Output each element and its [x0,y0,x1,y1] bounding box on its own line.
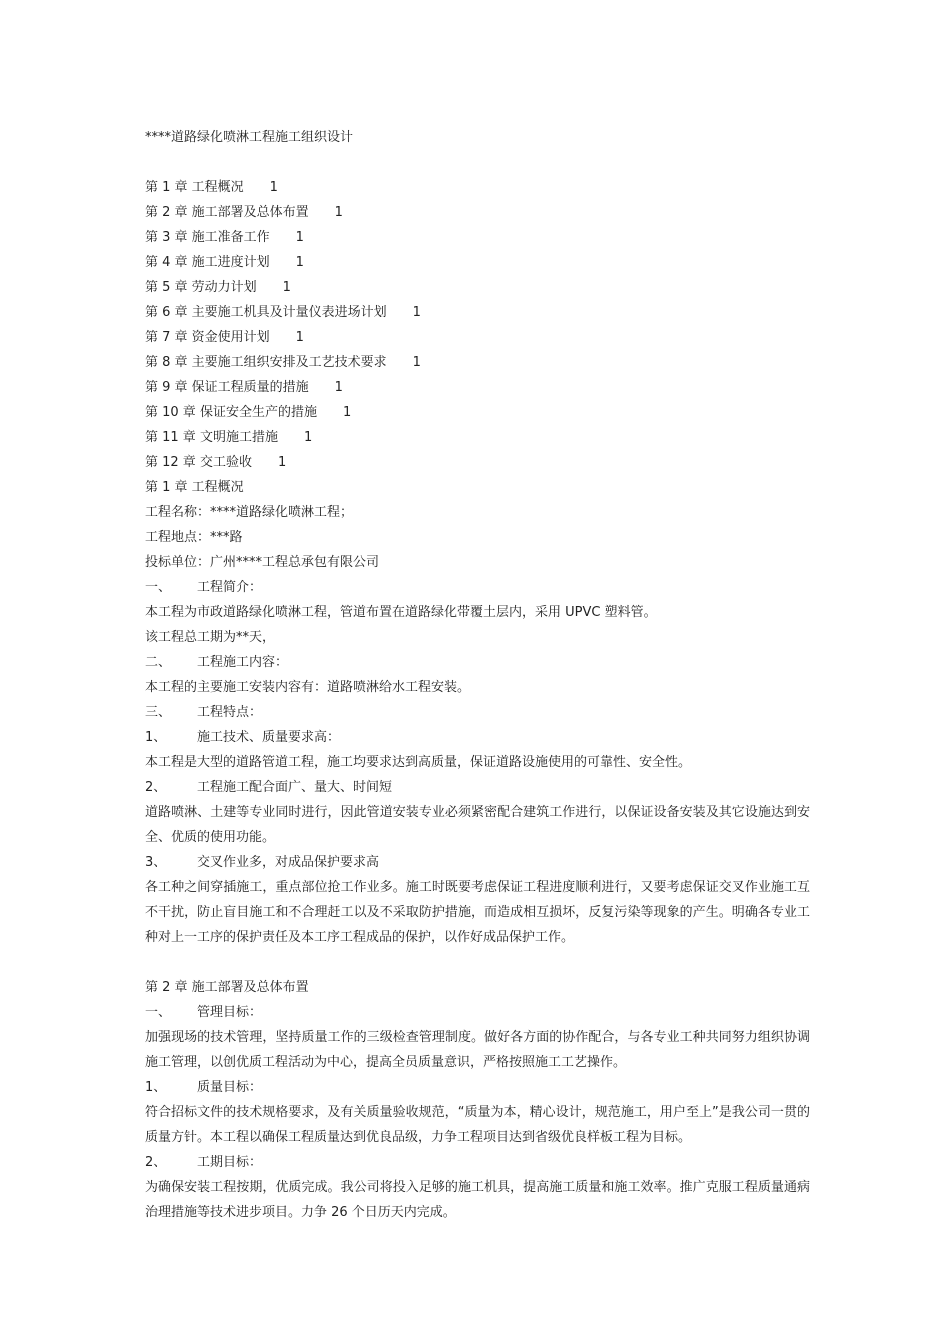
section-title: 工程特点： [197,705,263,720]
project-name: 工程名称：****道路绿化喷淋工程； [145,505,354,520]
toc-entry [145,350,810,375]
toc-label: 第 8 章 主要施工组织安排及工艺技术要求 [145,355,387,370]
paragraph: 该工程总工期为**天， [145,630,276,645]
project-location: 工程地点：***路 [145,530,243,545]
toc-page-number: 1 [282,280,291,295]
toc-page-number: 1 [295,230,304,245]
section-heading [145,650,810,675]
toc-label: 第 1 章 工程概况 [145,180,244,195]
spacer [145,950,810,975]
section-heading [145,575,810,600]
toc-label: 第 10 章 保证安全生产的措施 [145,405,317,420]
section-title: 工程施工内容： [197,655,289,670]
paragraph: 本工程的主要施工安装内容有：道路喷淋给水工程安装。 [145,680,471,695]
toc-label: 第 9 章 保证工程质量的措施 [145,380,309,395]
toc-entry [145,450,810,475]
section-number: 三、 [145,705,172,720]
item-title: 施工技术、质量要求高： [197,730,341,745]
toc-page-number: 1 [277,455,287,470]
toc-entry [145,175,810,200]
item-title: 工期目标： [197,1155,263,1170]
toc-entry [145,200,810,225]
toc-page-number: 1 [334,205,343,220]
toc-label: 第 6 章 主要施工机具及计量仪表进场计划 [145,305,387,320]
item-title: 质量目标： [197,1080,263,1095]
item-number: 3、 [145,855,167,870]
section-number: 一、 [145,1005,172,1020]
paragraph: 为确保安装工程按期，优质完成。我公司将投入足够的施工机具，提高施工质量和施工效率。推广克服工程质量通病治理措施等技术进步项目。力争 26 个日历天内完成。 [145,1180,810,1220]
toc-page-number: 1 [412,355,421,370]
table-of-contents [145,175,810,475]
item-heading [145,1150,810,1175]
toc-label: 第 3 章 施工准备工作 [145,230,270,245]
toc-page-number: 1 [342,405,352,420]
toc-page-number: 1 [295,255,304,270]
toc-entry [145,425,810,450]
document-page [145,125,810,1225]
toc-page-number: 1 [412,305,421,320]
chapter-1 [145,475,810,950]
item-heading [145,775,810,800]
section-title: 工程简介： [197,580,263,595]
paragraph: 道路喷淋、土建等专业同时进行，因此管道安装专业必须紧密配合建筑工作进行，以保证设备安装及其它设施达到安全、优质的使用功能。 [145,805,810,845]
toc-label: 第 11 章 文明施工措施 [145,430,278,445]
toc-label: 第 7 章 资金使用计划 [145,330,270,345]
toc-label: 第 4 章 施工进度计划 [145,255,270,270]
paragraph: 加强现场的技术管理，坚持质量工作的三级检查管理制度。做好各方面的协作配合，与各专业工种共同努力组织协调施工管理，以创优质工程活动为中心，提高全员质量意识，严格按照施工工艺操作。 [145,1030,810,1070]
paragraph: 各工种之间穿插施工，重点部位抢工作业多。施工时既要考虑保证工程进度顺利进行，又要考虑保证交叉作业施工互不干扰，防止盲目施工和不合理赶工以及不采取防护措施，而造成相互损坏，反复污染等现象的产生。明确各专业工种对上一工序的保护责任及本工序工程成品的保护，以作好成品保护工作。 [145,880,810,945]
toc-entry [145,375,810,400]
toc-label: 第 12 章 交工验收 [145,455,252,470]
section-number: 二、 [145,655,172,670]
document-title: ****道路绿化喷淋工程施工组织设计 [145,130,354,145]
item-title: 工程施工配合面广、量大、时间短 [197,780,393,795]
toc-entry [145,300,810,325]
toc-page-number: 1 [269,180,278,195]
bidder: 投标单位：广州****工程总承包有限公司 [145,555,380,570]
toc-entry [145,225,810,250]
toc-label: 第 5 章 劳动力计划 [145,280,257,295]
chapter-heading: 第 2 章 施工部署及总体布置 [145,980,309,995]
item-number: 1、 [145,730,167,745]
item-heading [145,725,810,750]
chapter-2 [145,975,810,1225]
item-number: 2、 [145,1155,167,1170]
toc-page-number: 1 [295,330,304,345]
item-heading [145,850,810,875]
section-heading [145,700,810,725]
toc-entry [145,400,810,425]
toc-entry [145,275,810,300]
section-number: 一、 [145,580,172,595]
item-number: 1、 [145,1080,167,1095]
toc-page-number: 1 [334,380,343,395]
toc-page-number: 1 [303,430,313,445]
paragraph: 符合招标文件的技术规格要求，及有关质量验收规范，“质量为本，精心设计，规范施工，用户至上”是我公司一贯的质量方针。本工程以确保工程质量达到优良品级，力争工程项目达到省级优良样板工程为目标。 [145,1105,810,1145]
chapter-heading: 第 1 章 工程概况 [145,480,244,495]
toc-label: 第 2 章 施工部署及总体布置 [145,205,309,220]
item-heading [145,1075,810,1100]
section-heading [145,1000,810,1025]
paragraph: 本工程是大型的道路管道工程，施工均要求达到高质量，保证道路设施使用的可靠性、安全性。 [145,755,692,770]
paragraph: 本工程为市政道路绿化喷淋工程，管道布置在道路绿化带覆土层内，采用 UPVC 塑料管。 [145,605,657,620]
section-title: 管理目标： [197,1005,263,1020]
toc-entry [145,250,810,275]
item-title: 交叉作业多，对成品保护要求高 [197,855,380,870]
item-number: 2、 [145,780,167,795]
toc-entry [145,325,810,350]
